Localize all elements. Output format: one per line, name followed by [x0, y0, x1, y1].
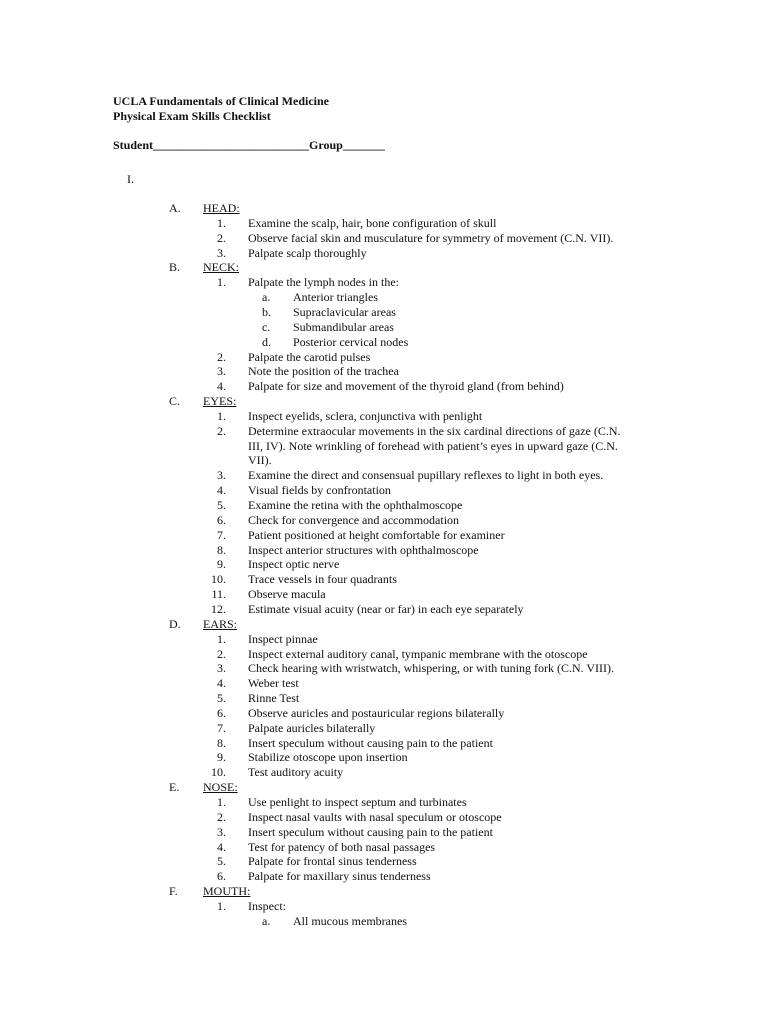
item-number: 8. [217, 735, 226, 750]
student-blank: __________________________ [153, 138, 310, 152]
item-number: 1. [217, 215, 226, 230]
item-number: 6. [217, 705, 226, 720]
item-number: 12. [211, 601, 226, 616]
item-number: 2. [217, 423, 226, 438]
subitem-letter: b. [262, 304, 271, 319]
item-text: Inspect nasal vaults with nasal speculum or otoscope [248, 809, 502, 824]
subitem-text: Anterior triangles [293, 290, 378, 305]
section-letter: C. [169, 394, 181, 409]
item-number: 3. [217, 245, 226, 260]
section-title: EARS: [203, 616, 238, 631]
item-text: Inspect anterior structures with ophthalmoscope [248, 542, 479, 557]
item-text: Patient positioned at height comfortable for examiner [248, 527, 505, 542]
item-text: Check hearing with wristwatch, whispering, or with tuning fork (C.N. VIII). [248, 661, 615, 676]
item-number: 2. [217, 809, 226, 824]
subitem-letter: d. [262, 334, 271, 349]
item-text: Observe auricles and postauricular regions bilaterally [248, 705, 505, 720]
item-text: Examine the direct and consensual pupillary reflexes to light in both eyes. [248, 468, 604, 483]
student-group-line [113, 138, 385, 153]
item-text: Insert speculum without causing pain to the patient [248, 735, 493, 750]
section-letter: F. [169, 884, 178, 899]
section-title: EYES: [203, 394, 237, 409]
section-letter: D. [169, 616, 181, 631]
group-blank: _______ [342, 138, 385, 152]
item-number: 1. [217, 898, 226, 913]
item-text: Observe facial skin and musculature for symmetry of movement (C.N. VII). [248, 230, 614, 245]
section-letter: A. [169, 201, 181, 215]
item-number: 5. [217, 498, 226, 512]
item-number: 2. [217, 349, 226, 364]
item-text: Test for patency of both nasal passages [248, 839, 436, 854]
item-number: 3. [217, 661, 226, 676]
item-number: 9. [217, 750, 226, 765]
subitem-text: Posterior cervical nodes [293, 334, 409, 349]
item-text: Weber test [248, 676, 299, 691]
item-text: Inspect pinnae [248, 631, 318, 646]
item-text: Observe macula [248, 587, 326, 602]
item-text: III, IV). Note wrinkling of forehead with patient’s eyes in upward gaze (C.N. [248, 438, 618, 453]
item-text: Inspect: [248, 898, 286, 913]
item-number: 6. [217, 512, 226, 527]
item-number: 1. [217, 631, 226, 646]
section-title: NOSE: [203, 780, 238, 795]
item-number: 4. [217, 839, 226, 854]
item-number: 10. [211, 765, 226, 780]
item-text: Palpate auricles bilaterally [248, 720, 376, 735]
item-text: Rinne Test [248, 691, 300, 706]
item-number: 5. [217, 691, 226, 706]
document-title: UCLA Fundamentals of Clinical Medicine [113, 94, 330, 108]
item-number: 2. [217, 230, 226, 245]
item-number: 9. [217, 557, 226, 572]
student-label: Student [113, 138, 154, 152]
subitem-text: All mucous membranes [293, 913, 407, 928]
document-subtitle: Physical Exam Skills Checklist [113, 109, 271, 123]
item-text: Palpate scalp thoroughly [248, 245, 367, 260]
item-text: Stabilize otoscope upon insertion [248, 750, 408, 765]
section-title: MOUTH: [203, 884, 251, 899]
item-text: Note the position of the trachea [248, 364, 399, 379]
item-number: 1. [217, 795, 226, 809]
item-number: 1. [217, 408, 226, 423]
item-number: 1. [217, 275, 226, 290]
item-text: Palpate for maxillary sinus tenderness [248, 869, 431, 884]
section-letter: E. [169, 780, 180, 795]
item-text: Palpate the carotid pulses [248, 349, 371, 364]
item-number: 6. [217, 869, 226, 884]
section-title: HEAD: [203, 201, 240, 215]
item-number: 4. [217, 676, 226, 691]
section-numeral: I. [127, 172, 134, 186]
item-number: 7. [217, 720, 226, 735]
section-title: NECK: [203, 260, 239, 275]
section-letter: B. [169, 260, 181, 275]
item-text: Examine the scalp, hair, bone configuration of skull [248, 215, 497, 230]
item-text: Inspect optic nerve [248, 557, 340, 572]
item-text: Test auditory acuity [248, 765, 344, 780]
group-label: Group [309, 138, 343, 152]
item-text: Trace vessels in four quadrants [248, 572, 397, 587]
item-number: 3. [217, 364, 226, 379]
item-number: 2. [217, 646, 226, 661]
item-text: Palpate for frontal sinus tenderness [248, 854, 417, 869]
item-text: Use penlight to inspect septum and turbinates [248, 795, 467, 809]
item-text: Estimate visual acuity (near or far) in each eye separately [248, 601, 524, 616]
item-text: Determine extraocular movements in the six cardinal directions of gaze (C.N. [248, 423, 621, 438]
item-number: 10. [211, 572, 226, 587]
item-number: 3. [217, 824, 226, 839]
subitem-letter: c. [262, 319, 271, 334]
item-text: Visual fields by confrontation [248, 483, 391, 498]
subitem-text: Submandibular areas [293, 319, 394, 334]
item-number: 5. [217, 854, 226, 869]
item-number: 7. [217, 527, 226, 542]
item-text: Inspect external auditory canal, tympanic membrane with the otoscope [248, 646, 588, 661]
item-text: Palpate the lymph nodes in the: [248, 275, 399, 290]
subitem-text: Supraclavicular areas [293, 304, 396, 319]
item-text: VII). [248, 453, 272, 468]
item-text: Examine the retina with the ophthalmoscope [248, 498, 463, 512]
item-text: Inspect eyelids, sclera, conjunctiva with penlight [248, 408, 483, 423]
item-number: 4. [217, 379, 226, 394]
item-text: Insert speculum without causing pain to the patient [248, 824, 493, 839]
subitem-letter: a. [262, 913, 271, 928]
subitem-letter: a. [262, 290, 271, 305]
item-text: Check for convergence and accommodation [248, 512, 460, 527]
item-text: Palpate for size and movement of the thyroid gland (from behind) [248, 379, 564, 394]
item-number: 3. [217, 468, 226, 483]
item-number: 11. [211, 587, 226, 602]
item-number: 4. [217, 483, 226, 498]
item-number: 8. [217, 542, 226, 557]
